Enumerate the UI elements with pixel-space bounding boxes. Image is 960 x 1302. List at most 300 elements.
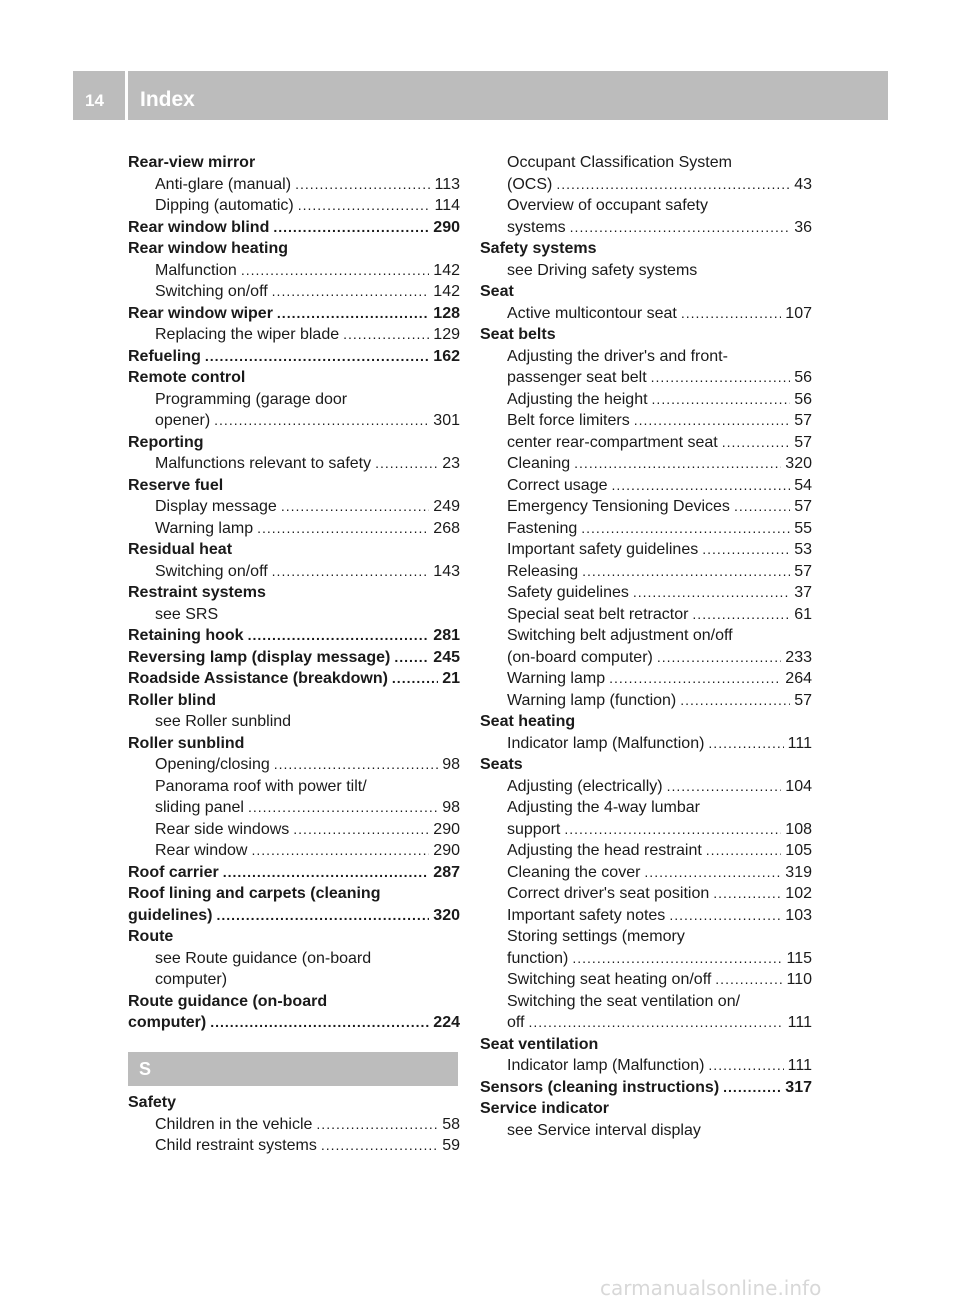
- page-reference: 56: [794, 390, 812, 408]
- dot-leader: [375, 453, 438, 475]
- page-reference: 128: [433, 304, 460, 322]
- index-subentry: [480, 625, 812, 647]
- entry-label: Roller blind: [128, 691, 216, 709]
- dot-leader: [277, 303, 429, 325]
- dot-leader: [722, 432, 790, 454]
- page-reference: 290: [433, 820, 460, 838]
- entry-label: Child restraint systems: [155, 1137, 317, 1154]
- index-subentry: [480, 561, 812, 583]
- index-subentry: [128, 518, 460, 540]
- index-subentry: [480, 410, 812, 432]
- index-subentry: [128, 1114, 460, 1136]
- entry-label: Route guidance (on-board: [128, 992, 328, 1010]
- entry-label: Adjusting the head restraint: [507, 842, 702, 859]
- entry-label: Rear window heating: [128, 240, 289, 257]
- index-subentry: [480, 948, 812, 970]
- page-reference: 105: [785, 842, 812, 859]
- dot-leader: [702, 539, 790, 561]
- dot-leader: [343, 324, 429, 346]
- page-reference: 37: [794, 584, 812, 601]
- entry-label: Reserve fuel: [128, 476, 224, 494]
- entry-label: Roller sunblind: [128, 734, 245, 752]
- entry-label: see SRS: [155, 605, 219, 623]
- index-column-right: [480, 152, 812, 1141]
- page-reference: 111: [787, 1014, 812, 1031]
- page-reference: 111: [787, 734, 812, 752]
- entry-label: systems: [507, 218, 566, 236]
- index-heading: [128, 733, 460, 755]
- entry-label: Panorama roof with power tilt/: [155, 777, 367, 795]
- index-heading: [128, 991, 460, 1013]
- index-heading: [128, 238, 460, 260]
- index-subentry: [128, 561, 460, 583]
- dot-leader: [248, 625, 430, 647]
- index-subentry: [480, 840, 812, 862]
- entry-label: Switching the seat ventilation on/: [507, 992, 741, 1010]
- index-subentry: [480, 883, 812, 905]
- entry-label: Refueling: [128, 347, 201, 365]
- dot-leader: [708, 1055, 783, 1077]
- index-heading: [128, 625, 460, 647]
- page-reference: 224: [433, 1014, 460, 1031]
- index-subentry: [480, 797, 812, 819]
- dot-leader: [652, 389, 791, 411]
- dot-leader: [644, 862, 781, 884]
- entry-label: Service indicator: [480, 1100, 609, 1117]
- entry-label: Restraint systems: [128, 584, 266, 601]
- page-reference: 162: [433, 347, 460, 365]
- page-reference: 113: [434, 175, 460, 193]
- index-section-s: [128, 1092, 460, 1157]
- entry-label: computer): [155, 971, 228, 988]
- page-reference: 320: [433, 906, 460, 924]
- index-heading: [480, 754, 812, 776]
- entry-label: Remote control: [128, 369, 246, 386]
- index-subentry: [128, 840, 460, 862]
- index-subentry: [480, 991, 812, 1013]
- index-subentry: [480, 539, 812, 561]
- entry-label: Correct usage: [507, 476, 608, 494]
- index-heading: [128, 582, 460, 604]
- dot-leader: [581, 518, 790, 540]
- index-subentry: [480, 496, 812, 518]
- entry-label: Warning lamp: [507, 670, 606, 687]
- index-subentry: [128, 389, 460, 411]
- page-reference: 245: [433, 648, 460, 666]
- page-reference: 103: [785, 906, 812, 924]
- dot-leader: [274, 754, 438, 776]
- entry-label: Correct driver's seat position: [507, 885, 710, 902]
- entry-label: Important safety notes: [507, 906, 666, 924]
- index-heading: [128, 1012, 460, 1034]
- index-subentry: [128, 281, 460, 303]
- page-reference: 56: [794, 369, 812, 386]
- dot-leader: [651, 367, 791, 389]
- entry-label: Overview of occupant safety: [507, 197, 708, 214]
- entry-label: Safety: [128, 1094, 177, 1111]
- index-subentry: [480, 389, 812, 411]
- page-title: Index: [140, 88, 195, 111]
- entry-label: Rear window: [155, 842, 248, 859]
- page-reference: 57: [794, 412, 812, 429]
- entry-label: Occupant Classification System: [507, 154, 732, 171]
- entry-label: see Service interval display: [507, 1121, 701, 1139]
- index-subentry: [480, 432, 812, 454]
- section-letter: S: [139, 1059, 152, 1079]
- dot-leader: [680, 690, 790, 712]
- index-subentry: [480, 733, 812, 755]
- dot-leader: [241, 260, 429, 282]
- page-reference: 58: [442, 1115, 460, 1133]
- entry-label: Malfunctions relevant to safety: [155, 455, 372, 472]
- entry-label: Opening/closing: [155, 756, 270, 773]
- dot-leader: [713, 883, 781, 905]
- dot-leader: [734, 496, 790, 518]
- dot-leader: [321, 1135, 438, 1157]
- index-subentry: [128, 969, 460, 991]
- page-reference: 129: [433, 326, 460, 343]
- dot-leader: [248, 797, 438, 819]
- entry-label: Releasing: [507, 562, 579, 580]
- entry-label: Rear-view mirror: [128, 154, 256, 171]
- page-reference: 53: [794, 541, 812, 558]
- page-reference: 281: [433, 627, 460, 644]
- entry-label: Replacing the wiper blade: [155, 326, 340, 343]
- page-reference: 320: [785, 455, 812, 472]
- entry-label: Children in the vehicle: [155, 1115, 313, 1133]
- page-reference: 287: [433, 863, 460, 881]
- page-reference: 104: [785, 777, 812, 795]
- index-subentry: [480, 1055, 812, 1077]
- index-subentry: [128, 324, 460, 346]
- entry-label: Roadside Assistance (breakdown): [128, 670, 388, 687]
- entry-label: Cleaning the cover: [507, 863, 641, 881]
- index-heading: [480, 281, 812, 303]
- index-heading: [480, 711, 812, 733]
- dot-leader: [574, 453, 781, 475]
- page-reference: 59: [442, 1137, 460, 1154]
- entry-label: guidelines): [128, 906, 213, 924]
- index-subentry: [480, 453, 812, 475]
- index-subentry: [128, 174, 460, 196]
- dot-leader: [669, 905, 781, 927]
- entry-label: Residual heat: [128, 541, 233, 558]
- dot-leader: [251, 840, 429, 862]
- page-reference: 111: [787, 1057, 812, 1074]
- page-reference: 57: [794, 691, 812, 709]
- page-reference: 249: [433, 498, 460, 515]
- entry-label: Rear window blind: [128, 218, 270, 236]
- page-reference: 55: [794, 519, 812, 537]
- entry-label: Active multicontour seat: [507, 304, 677, 322]
- index-subentry: [480, 1012, 812, 1034]
- index-heading: [480, 238, 812, 260]
- entry-label: Dipping (automatic): [155, 197, 294, 214]
- dot-leader: [210, 1012, 429, 1034]
- index-heading: [128, 1092, 460, 1114]
- dot-leader: [257, 518, 429, 540]
- index-subentry: [480, 1120, 812, 1142]
- page-reference: 98: [442, 799, 460, 816]
- dot-leader: [715, 969, 782, 991]
- entry-label: Adjusting the 4-way lumbar: [507, 799, 700, 816]
- page-reference: 57: [794, 562, 812, 580]
- index-subentry: [128, 797, 460, 819]
- index-subentry: [480, 776, 812, 798]
- entry-label: Important safety guidelines: [507, 541, 699, 558]
- page-reference: 115: [786, 949, 812, 967]
- entry-label: Switching on/off: [155, 562, 268, 580]
- dot-leader: [298, 195, 431, 217]
- index-subentry: [480, 260, 812, 282]
- entry-label: Seat: [480, 283, 514, 300]
- dot-leader: [216, 905, 429, 927]
- entry-label: (on-board computer): [507, 648, 653, 666]
- index-heading: [128, 346, 460, 368]
- entry-label: Switching seat heating on/off: [507, 971, 712, 988]
- page-reference: 233: [785, 648, 812, 666]
- dot-leader: [708, 733, 783, 755]
- page-header: [73, 71, 888, 120]
- index-subentry: [128, 604, 460, 626]
- index-heading: [128, 905, 460, 927]
- page-reference: 23: [442, 455, 460, 472]
- index-subentry: [480, 905, 812, 927]
- entry-label: see Driving safety systems: [507, 261, 698, 279]
- dot-leader: [273, 217, 429, 239]
- entry-label: Belt force limiters: [507, 412, 630, 429]
- entry-label: Safety guidelines: [507, 584, 629, 601]
- index-subentry: [128, 496, 460, 518]
- dot-leader: [657, 647, 781, 669]
- index-subentry: [480, 217, 812, 239]
- index-heading: [128, 539, 460, 561]
- dot-leader: [681, 303, 781, 325]
- dot-leader: [723, 1077, 781, 1099]
- dot-leader: [572, 948, 782, 970]
- entry-label: Switching belt adjustment on/off: [507, 627, 733, 644]
- index-heading: [128, 647, 460, 669]
- index-subentry: [480, 604, 812, 626]
- index-heading: [128, 862, 460, 884]
- index-subentry: [480, 367, 812, 389]
- index-heading: [128, 217, 460, 239]
- page-reference: 290: [433, 218, 460, 236]
- index-heading: [128, 367, 460, 389]
- entry-label: Emergency Tensioning Devices: [507, 498, 730, 515]
- entry-label: Route: [128, 928, 174, 945]
- index-subentry: [480, 969, 812, 991]
- entry-label: Cleaning: [507, 455, 571, 472]
- dot-leader: [272, 281, 430, 303]
- entry-label: Indicator lamp (Malfunction): [507, 1057, 705, 1074]
- dot-leader: [609, 668, 781, 690]
- dot-leader: [214, 410, 429, 432]
- entry-label: Rear window wiper: [128, 304, 273, 322]
- dot-leader: [706, 840, 782, 862]
- entry-label: Adjusting (electrically): [507, 777, 663, 795]
- entry-label: see Roller sunblind: [155, 713, 292, 730]
- entry-label: Seat ventilation: [480, 1035, 599, 1053]
- index-subentry: [128, 195, 460, 217]
- index-subentry: [128, 776, 460, 798]
- entry-label: center rear-compartment seat: [507, 433, 718, 451]
- index-subentry: [128, 410, 460, 432]
- index-subentry: [480, 195, 812, 217]
- page-number: 14: [85, 91, 104, 110]
- entry-label: Programming (garage door: [155, 390, 348, 408]
- entry-label: opener): [155, 412, 211, 429]
- index-subentry: [480, 303, 812, 325]
- dot-leader: [564, 819, 781, 841]
- index-subentry: [480, 862, 812, 884]
- index-heading: [480, 1077, 812, 1099]
- page-reference: 301: [433, 412, 460, 429]
- entry-label: Switching on/off: [155, 283, 268, 300]
- entry-label: support: [507, 820, 561, 838]
- index-subentry: [480, 926, 812, 948]
- page-reference: 102: [785, 885, 812, 902]
- page-reference: 317: [785, 1078, 812, 1096]
- dot-leader: [634, 410, 791, 432]
- dot-leader: [570, 217, 791, 239]
- index-subentry: [480, 518, 812, 540]
- dot-leader: [633, 582, 790, 604]
- entry-label: Storing settings (memory: [507, 928, 685, 945]
- dot-leader: [667, 776, 782, 798]
- index-column-left: [128, 152, 460, 1034]
- entry-label: Anti-glare (manual): [155, 175, 292, 193]
- index-subentry: [128, 260, 460, 282]
- dot-leader: [223, 862, 430, 884]
- page-reference: 319: [785, 863, 812, 881]
- page-reference: 142: [433, 283, 460, 300]
- entry-label: Roof carrier: [128, 863, 219, 881]
- watermark: carmanualsonline.info: [600, 1276, 822, 1300]
- index-heading: [480, 324, 812, 346]
- index-subentry: [128, 453, 460, 475]
- entry-label: function): [507, 949, 569, 967]
- index-heading: [128, 475, 460, 497]
- index-subentry: [480, 174, 812, 196]
- entry-label: Warning lamp: [155, 519, 254, 537]
- entry-label: Reporting: [128, 433, 204, 451]
- entry-label: Indicator lamp (Malfunction): [507, 734, 705, 752]
- dot-leader: [612, 475, 791, 497]
- entry-label: Roof lining and carpets (cleaning: [128, 885, 381, 902]
- index-subentry: [128, 819, 460, 841]
- index-subentry: [128, 711, 460, 733]
- index-subentry: [480, 647, 812, 669]
- page-reference: 61: [794, 605, 812, 623]
- index-heading: [128, 883, 460, 905]
- header-divider: [125, 71, 128, 120]
- page-reference: 57: [794, 498, 812, 515]
- page-reference: 264: [785, 670, 812, 687]
- entry-label: Rear side windows: [155, 820, 290, 838]
- dot-leader: [295, 174, 430, 196]
- entry-label: Adjusting the driver's and front-: [507, 347, 728, 365]
- page-reference: 98: [442, 756, 460, 773]
- index-heading: [128, 690, 460, 712]
- index-heading: [128, 303, 460, 325]
- page-reference: 110: [786, 971, 812, 988]
- dot-leader: [281, 496, 429, 518]
- entry-label: Fastening: [507, 519, 578, 537]
- index-heading: [480, 1098, 812, 1120]
- page-reference: 107: [785, 304, 812, 322]
- dot-leader: [692, 604, 790, 626]
- page-reference: 268: [433, 519, 460, 537]
- entry-label: Safety systems: [480, 240, 597, 257]
- page-reference: 114: [434, 197, 460, 214]
- entry-label: see Route guidance (on-board: [155, 949, 372, 967]
- entry-label: Seat heating: [480, 713, 576, 730]
- section-letter-heading: [128, 1052, 458, 1086]
- entry-label: Special seat belt retractor: [507, 605, 689, 623]
- entry-label: Sensors (cleaning instructions): [480, 1078, 720, 1096]
- index-subentry: [128, 754, 460, 776]
- page-reference: 143: [433, 562, 460, 580]
- page-reference: 36: [794, 218, 812, 236]
- index-heading: [128, 152, 460, 174]
- index-heading: [128, 926, 460, 948]
- dot-leader: [272, 561, 430, 583]
- page-reference: 57: [794, 433, 812, 451]
- dot-leader: [316, 1114, 438, 1136]
- entry-label: Malfunction: [155, 261, 237, 279]
- dot-leader: [394, 647, 429, 669]
- entry-label: sliding panel: [155, 799, 244, 816]
- dot-leader: [293, 819, 429, 841]
- page-reference: 21: [442, 670, 460, 687]
- dot-leader: [582, 561, 790, 583]
- page-reference: 142: [433, 261, 460, 279]
- entry-label: (OCS): [507, 175, 553, 193]
- dot-leader: [205, 346, 429, 368]
- entry-label: Seats: [480, 756, 523, 773]
- index-subentry: [480, 346, 812, 368]
- index-subentry: [480, 668, 812, 690]
- entry-label: passenger seat belt: [507, 369, 647, 386]
- entry-label: Adjusting the height: [507, 390, 648, 408]
- page-reference: 108: [785, 820, 812, 838]
- page-reference: 54: [794, 476, 812, 494]
- index-subentry: [480, 690, 812, 712]
- entry-label: Reversing lamp (display message): [128, 648, 391, 666]
- index-heading: [128, 668, 460, 690]
- index-subentry: [480, 582, 812, 604]
- index-subentry: [128, 1135, 460, 1157]
- index-subentry: [128, 948, 460, 970]
- entry-label: Display message: [155, 498, 277, 515]
- page-reference: 290: [433, 842, 460, 859]
- entry-label: off: [507, 1014, 525, 1031]
- dot-leader: [392, 668, 438, 690]
- entry-label: Warning lamp (function): [507, 691, 677, 709]
- index-heading: [480, 1034, 812, 1056]
- entry-label: computer): [128, 1014, 207, 1031]
- index-subentry: [480, 475, 812, 497]
- entry-label: Seat belts: [480, 326, 556, 343]
- index-heading: [128, 432, 460, 454]
- page-reference: 43: [794, 175, 812, 193]
- dot-leader: [556, 174, 790, 196]
- entry-label: Retaining hook: [128, 627, 244, 644]
- index-subentry: [480, 819, 812, 841]
- dot-leader: [529, 1012, 784, 1034]
- index-subentry: [480, 152, 812, 174]
